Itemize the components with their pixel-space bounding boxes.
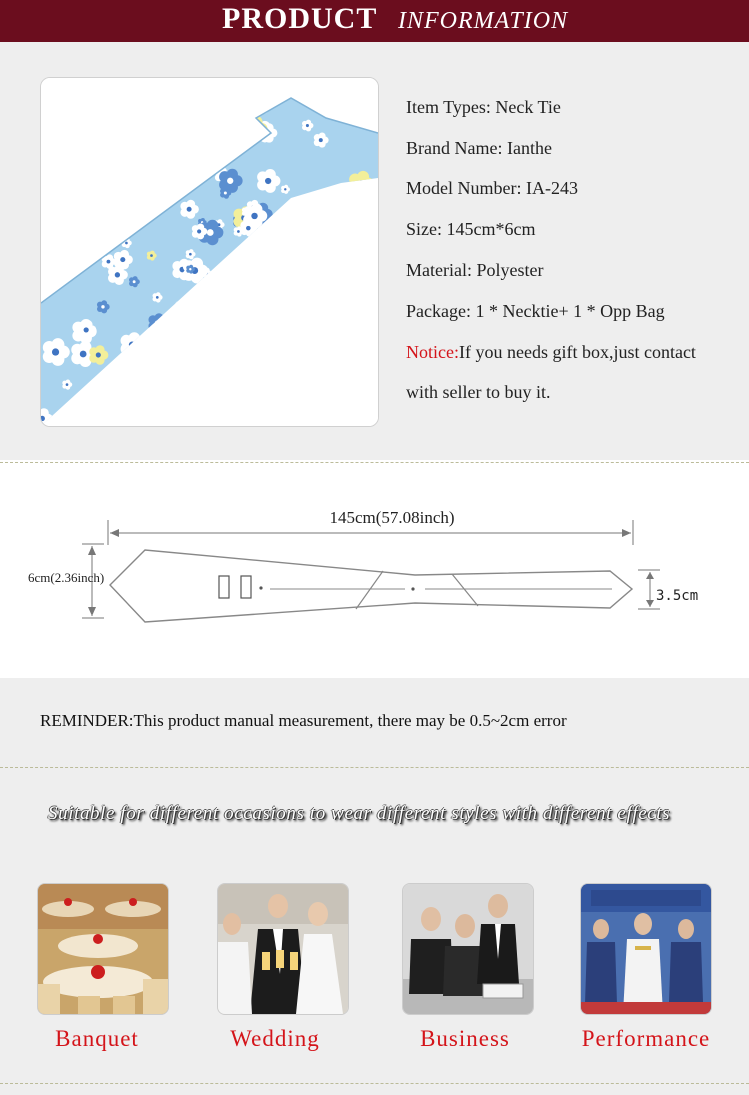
divider	[0, 767, 749, 768]
divider	[0, 1083, 749, 1084]
occasion-banquet-image	[37, 883, 169, 1015]
product-photo	[40, 77, 379, 427]
occasion-performance-label: Performance	[581, 1026, 711, 1051]
header-banner	[0, 0, 749, 42]
dimension-diagram-section	[0, 463, 749, 678]
notice-label: Notice:	[406, 342, 459, 362]
spec-material: Material: Polyester	[406, 260, 544, 280]
spec-item-type: Item Types: Neck Tie	[406, 97, 561, 117]
occasion-performance-image	[580, 883, 712, 1015]
tip-width-label: 3.5cm	[656, 588, 699, 604]
occasion-banquet-label: Banquet	[55, 1026, 139, 1051]
header-title-bold: PRODUCT	[222, 2, 378, 35]
spec-brand-name: Brand Name: Ianthe	[406, 138, 552, 158]
width-label: 6cm(2.36inch)	[28, 570, 105, 585]
product-info-section	[0, 42, 749, 460]
notice-text: If you needs gift box,just contact	[458, 342, 696, 362]
necktie-image	[41, 78, 378, 426]
occasions-section	[0, 678, 749, 1095]
reminder-text: REMINDER:This product manual measurement, there may be 0.5~2cm error	[40, 711, 567, 730]
header-title-italic: INFORMATION	[398, 8, 569, 34]
occasion-wedding-label: Wedding	[230, 1026, 320, 1051]
tagline: Suitable for different occasions to wear different styles with different effects	[48, 803, 671, 824]
spec-size: Size: 145cm*6cm	[406, 219, 536, 239]
notice-text-continued: with seller to buy it.	[406, 382, 551, 402]
occasion-business-image	[402, 883, 534, 1015]
occasion-business-label: Business	[420, 1026, 510, 1051]
spec-model-number: Model Number: IA-243	[406, 178, 578, 198]
tie-dimension-diagram	[0, 463, 749, 678]
occasion-wedding-image	[217, 883, 349, 1015]
spec-package: Package: 1 * Necktie+ 1 * Opp Bag	[406, 301, 665, 321]
notice-line	[406, 342, 696, 363]
length-label: 145cm(57.08inch)	[329, 508, 455, 527]
